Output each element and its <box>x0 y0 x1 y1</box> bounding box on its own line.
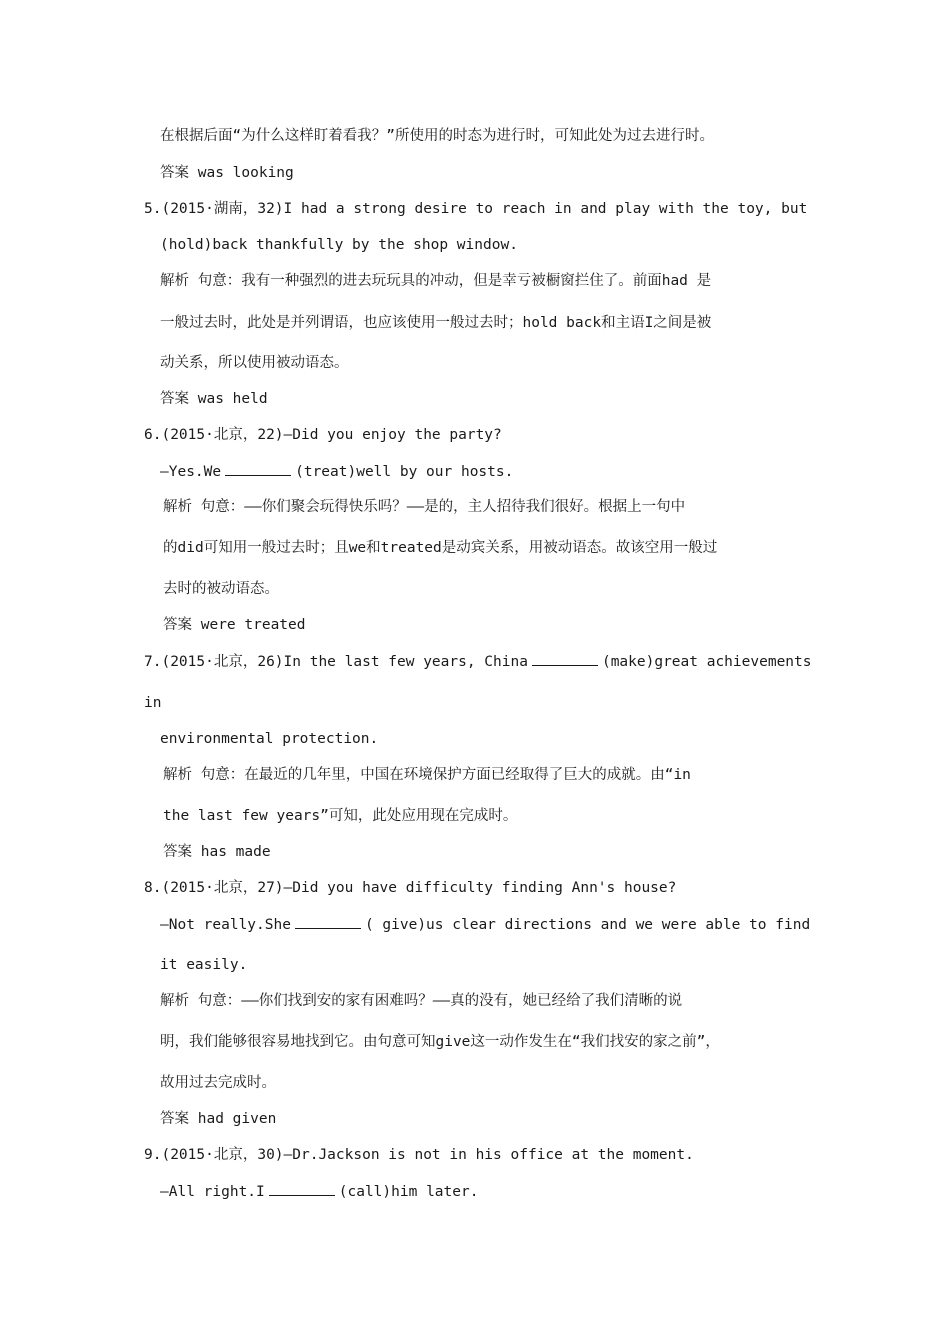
explanation-line: 解析 句意：——你们找到安的家有困难吗？——真的没有，她已经给了我们清晰的说 <box>160 993 683 1009</box>
answer-blank <box>532 651 598 666</box>
question-text: 7.(2015·北京，26)In the last few years, China <box>144 654 528 670</box>
question-text: ( give)us clear directions and we were able to find <box>364 917 811 933</box>
question-line: it easily. <box>160 957 248 973</box>
question-line <box>160 461 513 482</box>
question-line <box>160 1181 478 1202</box>
answer-blank <box>225 461 291 476</box>
question-text: (call)him later. <box>338 1184 479 1200</box>
question-8: 8.(2015·北京，27)—Did you have difficulty finding Ann's house? <box>144 880 677 896</box>
explanation-line: 故用过去完成时。 <box>160 1075 276 1091</box>
explanation-line: 解析 句意：在最近的几年里，中国在环境保护方面已经取得了巨大的成就。由“in <box>163 767 691 783</box>
explanation-line: the last few years”可知，此处应用现在完成时。 <box>163 808 518 824</box>
question-line: environmental protection. <box>160 731 379 747</box>
question-text: —Not really.She <box>160 917 291 933</box>
explanation-line: 在根据后面“为什么这样盯着看我？”所使用的时态为进行时，可知此处为过去进行时。 <box>160 128 714 144</box>
explanation-line: 动关系，所以使用被动语态。 <box>160 355 349 371</box>
answer-line: 答案 were treated <box>163 617 306 633</box>
question-7 <box>144 651 811 672</box>
answer-line: 答案 was held <box>160 391 268 407</box>
answer-line: 答案 was looking <box>160 165 294 181</box>
answer-blank <box>295 914 361 929</box>
question-text: —Yes.We <box>160 464 222 480</box>
question-9: 9.(2015·北京，30)—Dr.Jackson is not in his office at the moment. <box>144 1147 694 1163</box>
question-text: (treat)well by our hosts. <box>295 464 514 480</box>
explanation-line: 解析 句意：我有一种强烈的进去玩玩具的冲动，但是幸亏被橱窗拦住了。前面had 是 <box>160 273 712 289</box>
explanation-line: 去时的被动语态。 <box>163 581 279 597</box>
question-text: (make)great achievements <box>601 654 812 670</box>
question-text: —All right.I <box>160 1184 265 1200</box>
explanation-line: 的did可知用一般过去时；且we和treated是动宾关系，用被动语态。故该空用一般过 <box>163 540 718 556</box>
question-line: in <box>144 695 162 711</box>
question-5: 5.(2015·湖南，32)I had a strong desire to reach in and play with the toy, but <box>144 201 808 217</box>
answer-line: 答案 had given <box>160 1111 277 1127</box>
explanation-line: 明，我们能够很容易地找到它。由句意可知give这一动作发生在“我们找安的家之前”， <box>160 1034 720 1050</box>
question-line: (hold)back thankfully by the shop window. <box>160 237 518 253</box>
answer-blank <box>269 1181 335 1196</box>
explanation-line: 解析 句意：——你们聚会玩得快乐吗？——是的，主人招待我们很好。根据上一句中 <box>163 499 686 515</box>
explanation-line: 一般过去时，此处是并列谓语，也应该使用一般过去时；hold back和主语I之间是被 <box>160 315 712 331</box>
answer-line: 答案 has made <box>163 844 271 860</box>
question-line <box>160 914 810 935</box>
question-6: 6.(2015·北京，22)—Did you enjoy the party? <box>144 427 502 443</box>
